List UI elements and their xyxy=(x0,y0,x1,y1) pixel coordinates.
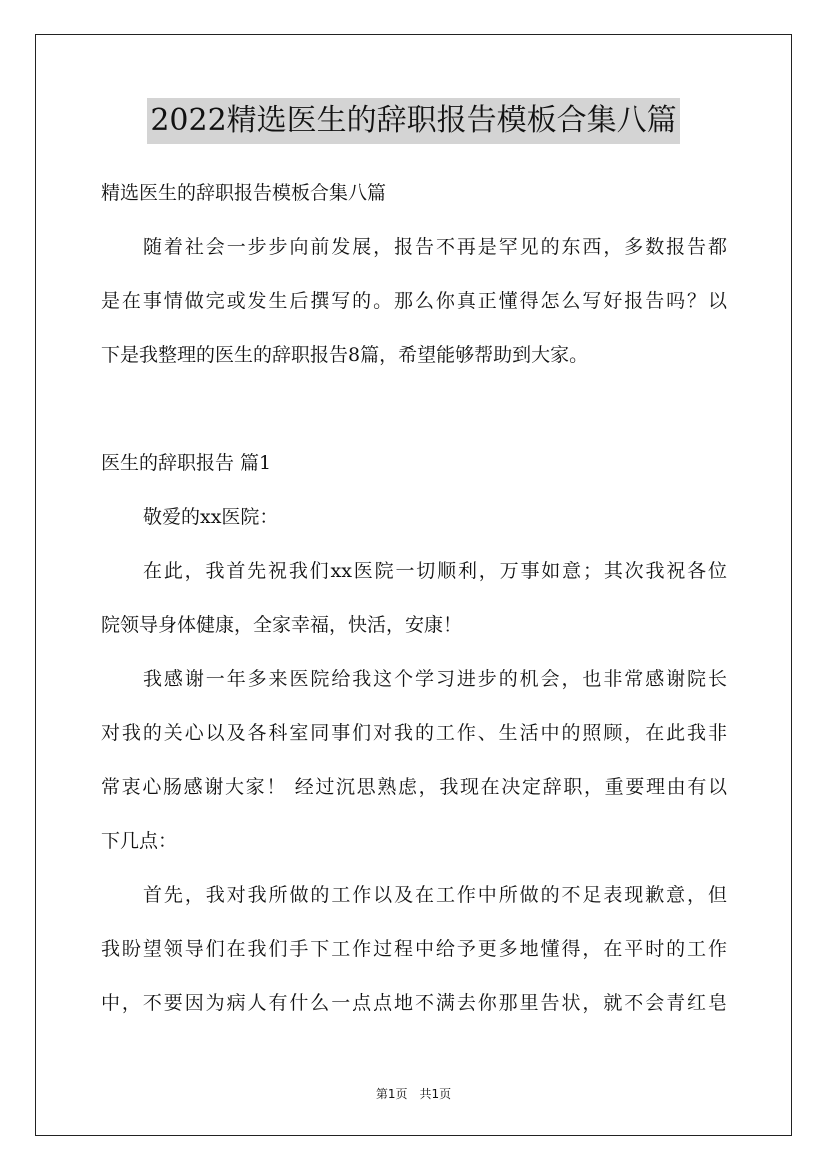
body-line: 对我的关心以及各科室同事们对我的工作、生活中的照顾，在此我非 xyxy=(101,722,727,744)
document-title xyxy=(0,98,827,144)
body-line: 精选医生的辞职报告模板合集八篇 xyxy=(101,182,387,204)
salutation-line: 敬爱的xx医院： xyxy=(143,506,279,528)
body-line: 中，不要因为病人有什么一点点地不满去你那里告状，就不会青红皂 xyxy=(101,992,727,1014)
body-line: 我感谢一年多来医院给我这个学习进步的机会，也非常感谢院长 xyxy=(143,668,727,690)
body-line: 常衷心肠感谢大家！ 经过沉思熟虑，我现在决定辞职，重要理由有以 xyxy=(101,776,727,798)
body-line: 下是我整理的医生的辞职报告8篇，希望能够帮助到大家。 xyxy=(101,344,589,366)
page-footer: 第1页 共1页 xyxy=(375,1087,452,1101)
body-line: 在此，我首先祝我们xx医院一切顺利，万事如意；其次我祝各位 xyxy=(143,560,727,582)
body-line: 下几点： xyxy=(101,830,178,852)
body-line: 随着社会一步步向前发展，报告不再是罕见的东西，多数报告都 xyxy=(143,236,727,258)
document-title-text: 2022精选医生的辞职报告模板合集八篇 xyxy=(147,98,679,144)
body-line: 院领导身体健康，全家幸福，快活，安康！ xyxy=(101,614,463,636)
body-line: 首先，我对我所做的工作以及在工作中所做的不足表现歉意，但 xyxy=(143,884,727,906)
body-line: 是在事情做完或发生后撰写的。那么你真正懂得怎么写好报告吗？以 xyxy=(101,290,727,312)
body-line: 我盼望领导们在我们手下工作过程中给予更多地懂得，在平时的工作 xyxy=(101,938,727,960)
section-heading: 医生的辞职报告 篇1 xyxy=(101,452,272,474)
